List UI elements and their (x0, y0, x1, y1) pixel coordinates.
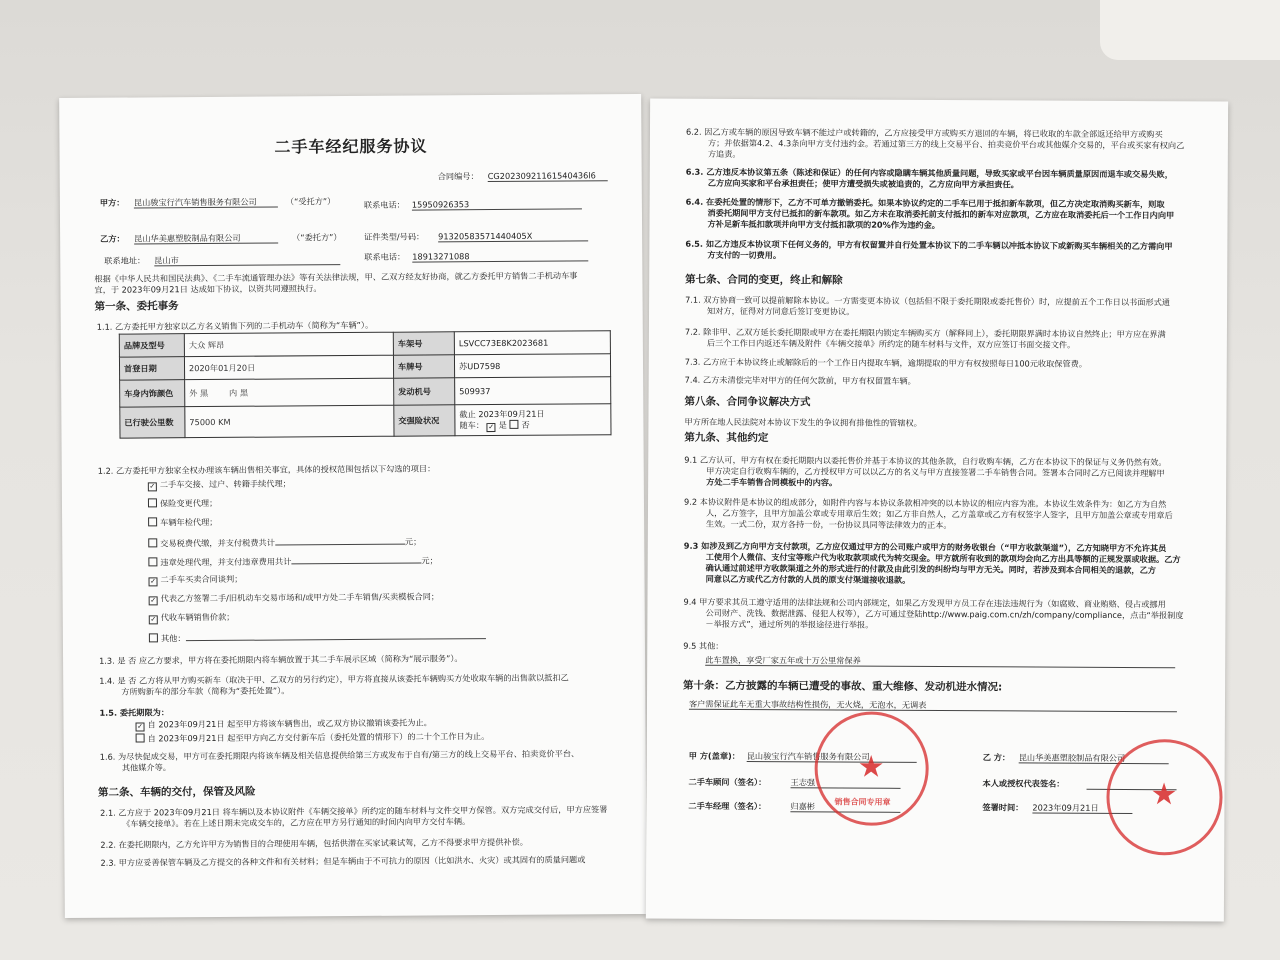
party-b-phone-label: 联系电话： (364, 251, 406, 262)
authorization-item-label: 二手车交接、过户、转籍手续代理； (159, 478, 291, 490)
with-car-no-label: 否 (521, 419, 530, 430)
authorization-item-label: 违章处理代理，并支付违章费用共计 (160, 556, 292, 568)
other-item-line (185, 629, 485, 641)
party-b-addr-label: 联系地址： (104, 255, 146, 266)
advisor-label: 二手车顾问（签名）： (688, 776, 767, 788)
clause-6-3-line-1: 6.3. 乙方违反本协议第五条（陈述和保证）的任何内容或隐瞒车辆其他质量问题，导致买家或平台因车辆质量原因而退车或交易失败， (685, 166, 1173, 180)
article-10-title: 第十条：乙方披露的车辆已遭受的事故、重大维修、发动机进水情况: (683, 679, 1003, 694)
term-option-a-checkbox[interactable]: ✓ (137, 722, 143, 731)
clause-6-2-line-1: 6.2. 因乙方或车辆的原因导致车辆不能过户或转籍的，乙方应接受甲方或购买方退回的车辆，将已收取的车款全部返还给甲方或购买 (685, 126, 1163, 140)
sign-date-label: 签署时间： (982, 802, 1024, 813)
contract-no: CG20230921161540436l6 (488, 170, 608, 182)
authorization-item-suffix: 元； (421, 555, 438, 566)
insurance-until: 2023年09月21日 (478, 408, 545, 419)
clause-1-2: 1.2. 乙方委托甲方独家全权办理该车辆出售相关事宜，具体的授权范围包括以下勾选的项目： (97, 463, 436, 476)
contract-page-1 (59, 94, 647, 918)
clause-1-5-option-b (136, 731, 490, 743)
clause-1-5-option-a (135, 717, 431, 731)
manager-signature: 归嘉彬 (790, 801, 900, 813)
authorization-item-label: 代表乙方签署二手/旧机动车交易市场和/或甲方处二手车销售/买卖模板合同； (160, 591, 440, 604)
article-2-title: 第二条、车辆的交付，保管及风险 (97, 785, 256, 799)
clause-9-2-line-2: 人，乙方签字，且甲方加盖公章或专用章后生效；如乙方非自然人，乙方盖章或乙方有权签字人签字，且甲方加盖公章或专用章后 (705, 507, 1173, 521)
clause-1-5: 1.5. 委托期限为： (99, 707, 170, 718)
preamble-line-2: 宜，于 2023年09月21日 达成如下协议，以资共同遵照执行。 (94, 283, 322, 295)
clause-2-1-line-1: 2.1. 乙方应于 2023年09月21日 将车辆以及本协议附件《车辆交接单》所约定的随车材料与文件交甲方保管。双方完成交付后，甲方应签署 (100, 804, 608, 818)
plate-label: 车牌号 (393, 355, 454, 378)
authorization-item (149, 591, 440, 605)
authorization-item (148, 478, 291, 491)
clause-9-5-text: 此车置换，享受厂家五年或十万公里常保养 (705, 655, 1175, 668)
party-b-id: 91320583571440405X (438, 230, 588, 242)
clause-7-2-line-1: 7.2. 除非甲、乙双方延长委托期限或甲方在委托期限内锁定车辆购买方（解释同上），委托期限界满时本协议自然终止；甲方应在界满 (684, 326, 1166, 340)
seal-a-subtitle: 销售合同专用章 (834, 797, 891, 807)
clause-9-3-line-4: 同意以乙方或代乙方付款的人员的原支付渠道接收退款。 (705, 573, 911, 585)
table-surface (1100, 0, 1280, 60)
party-a-role: （“受托方”） (285, 196, 336, 207)
authorization-item-label: 交易税费代缴，并支付税费共计 (160, 537, 275, 549)
authorization-checkbox[interactable]: ✓ (150, 577, 156, 586)
clause-1-4-line-1: 1.4. 是 否 乙方将从甲方购买新车（取决于甲、乙双方的另行约定），甲方将直接从该委托车辆购买方处收取车辆的出售款以抵扣乙 (99, 672, 569, 686)
with-car-label: 随车： (459, 419, 485, 430)
party-a-phone: 15950926353 (412, 198, 582, 210)
reg-date-value: 2020年01月20日 (184, 355, 393, 379)
engine-label: 发动机号 (394, 378, 455, 405)
clause-6-3-line-2: 乙方应向买家和平台承担责任；使甲方遭受损失或被追责的，乙方应向甲方承担责任。 (707, 177, 1019, 190)
sign-a-label: 甲 方(盖章)： (688, 750, 741, 761)
color-exterior: 外 黑 (189, 387, 209, 398)
sign-b-name: 昆山华美惠塑胶制品有限公司 (1019, 752, 1169, 764)
authorization-item (148, 498, 217, 508)
party-b-id-label: 证件类型/号码： (364, 231, 425, 242)
authorization-item (148, 553, 437, 567)
term-option-b-checkbox[interactable] (136, 733, 145, 742)
vehicle-info-table (119, 330, 612, 438)
clause-2-1-line-2: 《车辆交接单》。若在上述日期未完成交车的，乙方应在甲方另行通知的时间内向甲方交付车辆。 (122, 816, 471, 829)
clause-9-2-line-1: 9.2 本协议附件是本协议的组成部分，如附件内容与本协议条款相冲突的以本协议的相应内容为准。本协议生效条件为：如乙方为自然 (684, 496, 1167, 510)
article-10-text: 客户需保证此车无重大事故结构性损伤，无火烧，无泡水，无调表 (689, 699, 1177, 713)
color-value (185, 378, 394, 406)
party-b-phone: 18913271088 (412, 250, 588, 262)
clause-2-3: 2.3. 甲方应妥善保管车辆及乙方提交的各种文件和有关材料；但是车辆由于不可抗力的原因（比如洪水、火灾）或其固有的质量问题或 (100, 854, 586, 868)
article-7-title: 第七条、合同的变更，终止和解除 (685, 273, 843, 287)
clause-6-5-line-1: 6.5. 如乙方违反本协议项下任何义务的，甲方有权留置并自行处置本协议下的二手车辆以冲抵本协议下或新购买车辆相关的乙方需向甲 (685, 238, 1173, 252)
with-car-yes-checkbox[interactable]: ✓ (488, 422, 495, 431)
term-option-a-text: 自 2023年09月21日 起至甲方将该车辆售出，或乙双方协议撤销该委托为止。 (147, 717, 432, 730)
party-a-phone-label: 联系电话： (363, 199, 405, 210)
seal-star-icon: ★ (1150, 777, 1178, 813)
article-9-title: 第九条、其他约定 (684, 431, 769, 445)
clause-9-2-line-3: 生效。一式二份，双方各持一份，一份协议具同等法律效力的正本。 (705, 518, 952, 531)
clause-1-6-line-2: 其他媒介等。 (121, 762, 171, 773)
with-car-no-checkbox[interactable] (509, 419, 518, 428)
party-b-name: 昆山华美惠塑胶制品有限公司 (134, 233, 278, 245)
document-title: 二手车经纪服务协议 (274, 136, 428, 157)
article-8-title: 第八条、合同争议解决方式 (684, 395, 811, 409)
clause-9-4-line-2: 公司财产、洗钱、数据泄露、侵犯人权等），乙方可通过登陆http://www.paig.com.cn/zh/company/compliance，点击“举报制度 (705, 607, 1184, 621)
article-1-title: 第一条、委托事务 (94, 300, 179, 313)
authorization-amount-line (275, 535, 405, 546)
authorization-item-label: 二手车买卖合同谈判； (160, 573, 243, 585)
plate-value: 苏UD7598 (454, 354, 610, 378)
sign-date: 2023年09月21日 (1032, 803, 1132, 815)
clause-9-1-line-3: 方处二手车销售合同模板中的内容。 (706, 476, 838, 488)
clause-9-3-line-3: 确认通过前述甲方收款渠道之外的形式进行的付款及由此引发的纠纷均与甲方无关。同时，若涉及到本合同相关的退款，乙方 (705, 562, 1157, 576)
company-seal-a (814, 711, 929, 826)
mileage-value: 75000 (189, 416, 216, 428)
manager-label: 二手车经理（签名）： (688, 800, 767, 812)
mileage-label: 已行驶公里数 (120, 407, 185, 438)
clause-9-3-line-2: 工使用个人微信、支付宝等账户代为收取款项或代为转交现金。甲方就所有收到的款项均会向乙方出具等额的正规发票或收据。乙方 (705, 551, 1181, 565)
authorization-checkbox[interactable] (148, 517, 157, 526)
authorization-item (149, 612, 235, 625)
party-a-name: 昆山骏宝行汽车销售服务有限公司 (134, 197, 278, 209)
party-b-address: 昆山市 (154, 254, 340, 266)
authorization-checkbox[interactable] (148, 538, 157, 547)
clause-9-5: 9.5 其他： (683, 640, 724, 651)
clause-7-3: 7.3. 乙方应于本协议终止或解除后的一个工作日内提取车辆，逾期提取的甲方有权按照每日100元收取保管费。 (684, 356, 1088, 369)
clause-1-3: 1.3. 是 否 应乙方要求，甲方将在委托期限内将车辆放置于其二手车展示区域（简称为“展示服务”）。 (99, 653, 463, 666)
clause-1-4-line-2: 方所购新车的部分车款（简称为“委托处置”）。 (121, 685, 290, 697)
clause-7-1-line-2: 知对方，征得对方同意后签订变更协议。 (707, 305, 855, 317)
authorization-item (148, 517, 217, 527)
with-car-yes-label: 是 (498, 419, 507, 430)
vin-value: LSVCC73E8K2023681 (454, 331, 610, 355)
clause-6-4-line-1: 6.4. 在委托处置的情形下，乙方不可单方撤销委托。如果本协议约定的二手车已用于抵扣新车款项，但乙方决定取消购买新车，则取 (685, 196, 1165, 210)
mileage-unit: KM (218, 416, 231, 427)
clause-8: 甲方所在地人民法院对本协议下发生的争议拥有排他性的管辖权。 (684, 416, 922, 428)
clause-9-4-line-3: －举报方式”，通过所列的举报途径进行举报。 (705, 618, 874, 630)
party-b-label: 乙方： (100, 233, 125, 244)
clause-7-1-line-1: 7.1. 双方协商一致可以提前解除本协议。一方需变更本协议（包括但不限于委托期限或委托售价）时，应提前五个工作日以书面形式通 (685, 294, 1171, 308)
mileage-cell (185, 405, 394, 437)
clause-9-4-line-1: 9.4 甲方要求其员工遵守适用的法律法规和公司内部规定，如果乙方发现甲方员工存在违法违规行为（如腐败、商业贿赂、侵占或挪用 (683, 596, 1166, 610)
authorization-amount-line (291, 554, 421, 565)
seal-star-icon: ★ (857, 749, 885, 785)
clause-6-5-line-2: 方支付的一切费用。 (707, 249, 782, 261)
clause-6-4-line-3: 方补足新车抵扣款项并向甲方支付抵扣款项的20%作为违约金。 (707, 218, 941, 231)
sign-b-label: 乙 方： (982, 752, 1011, 763)
authorization-item-suffix: 元； (404, 536, 422, 547)
brand-label: 品牌及型号 (119, 334, 184, 357)
agent-signature-label: 本人或授权代表签名： (982, 778, 1065, 789)
insurance-label: 交强险状况 (394, 405, 455, 436)
authorization-item-label: 代收车辆销售价款； (160, 611, 235, 623)
authorization-checkbox[interactable] (148, 498, 157, 507)
preamble-line-1: 根据《中华人民共和国民法典》、《二手车流通管理办法》等有关法律法规，甲、乙双方经友好协商，就乙方委托甲方销售二手机动车事 (94, 270, 578, 284)
authorization-checkbox[interactable]: ✓ (150, 596, 157, 605)
vin-label: 车架号 (393, 332, 454, 355)
advisor-signature: 王志强 (791, 777, 901, 789)
authorization-checkbox[interactable]: ✓ (150, 615, 157, 624)
clause-1-1: 1.1. 乙方委托甲方独家以乙方名义销售下列的二手机动车（简称为“车辆”）。 (96, 319, 374, 332)
sign-a-name: 昆山骏宝行汽车销售服务有限公司 (747, 751, 917, 763)
color-label: 车身内饰颜色 (120, 380, 185, 407)
clause-6-2-line-3: 方追责。 (707, 148, 741, 159)
clause-6-2-line-2: 方；并依据第4.2、4.3条向甲方支付违约金。若通过第三方的线上交易平台、拍卖竞价平台或其他媒介交易的，平台或买家有权向乙 (707, 137, 1185, 151)
authorization-item (148, 535, 421, 549)
authorization-item (149, 629, 486, 643)
clause-1-6-line-1: 1.6. 为尽快促成交易，甲方可在委托期限内将该车辆及相关信息提供给第三方或发布于自有/第三方的线上交易平台、拍卖竞价平台、 (99, 748, 580, 762)
clause-9-1-line-2: 甲方决定自行收购车辆的，乙方授权甲方可以以乙方的名义与甲方直接签署二手车销售合同。签署本合同时乙方已阅读并理解甲 (706, 465, 1165, 479)
clause-7-2-line-2: 后三个工作日内返还车辆及附件《车辆交接单》所约定的随车材料与文件，双方应签订书面交接文件。 (706, 337, 1076, 350)
party-a-label: 甲方： (99, 197, 125, 208)
clause-6-4-line-2: 消委托期间甲方支付已抵扣的新车款项。如乙方未在取消委托前支付抵扣的新车对应款项，乙方应在取消委托后一个工作日内向甲 (707, 207, 1175, 221)
clause-9-1-line-1: 9.1 乙方认可，甲方有权在委托期限内以委托售价并基于本协议的其他条款，自行收购车辆，乙方在本协议下的保证与义务仍然有效。 (684, 454, 1167, 468)
authorization-checkbox[interactable]: ✓ (149, 482, 156, 491)
brand-value: 大众 辉昂 (184, 332, 393, 356)
clause-2-2: 2.2. 在委托期限内，乙方允许甲方为销售目的合理使用车辆，包括供潜在买家试乘试驾，乙方不得要求甲方提供补偿。 (100, 836, 528, 850)
authorization-checkbox[interactable] (148, 557, 157, 566)
insurance-until-label: 截止 (459, 408, 476, 419)
authorization-item (148, 574, 242, 587)
authorization-checklist (59, 94, 641, 98)
insurance-cell (455, 404, 611, 436)
company-seal-b (1106, 739, 1223, 856)
color-interior: 内 黑 (228, 387, 249, 398)
engine-value: 509937 (455, 377, 611, 405)
contract-page-2 (646, 98, 1228, 921)
authorization-item-label: 其他： (160, 633, 186, 644)
party-b-role: （“委托方”） (292, 232, 342, 243)
clause-9-3-line-1: 9.3 如涉及到乙方向甲方支付款项，乙方应仅通过甲方的公司账户或甲方的财务收银台（“甲方收款渠道”），乙方知晓甲方不允许其员 (683, 540, 1167, 554)
authorization-item-label: 车辆年检代理； (160, 516, 218, 528)
authorization-item-label: 保险变更代理； (159, 497, 218, 509)
clause-7-4: 7.4. 乙方未清偿完毕对甲方的任何欠款前，甲方有权留置车辆。 (684, 374, 916, 386)
term-option-b-text: 自 2023年09月21日 起至甲方向乙方交付新车后（委托处置的情形下）的二十个工作日为止。 (147, 731, 490, 744)
authorization-checkbox[interactable] (149, 633, 158, 642)
reg-date-label: 首登日期 (119, 357, 184, 380)
contract-no-label: 合同编号： (437, 171, 479, 182)
